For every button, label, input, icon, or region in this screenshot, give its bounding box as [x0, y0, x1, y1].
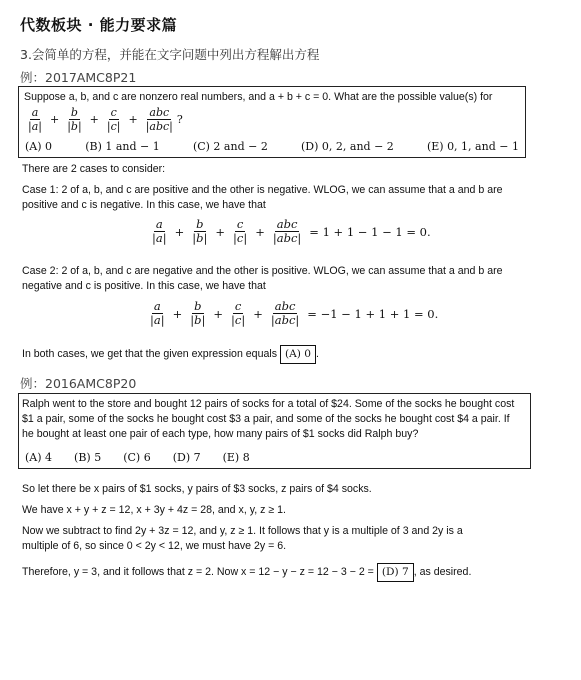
fraction: $\frac{a}{|a|}$ — [28, 106, 42, 133]
solution-line: There are 2 cases to consider: — [22, 163, 166, 175]
choice-e: (E) 8 — [222, 451, 250, 464]
answer-choices — [25, 451, 524, 464]
page-title: 代数板块 · 能力要求篇 — [20, 16, 178, 34]
solution-line: negative and c is positive. In this case, we have that — [22, 280, 266, 292]
solution-conclusion: In both cases, we get that the given expression equals (A) 0 . — [22, 345, 532, 364]
choice-b: (B) 1 and − 1 — [85, 140, 160, 153]
problem-text: he bought at least one pair of each type, how many pairs of $1 socks did Ralph buy? — [22, 428, 419, 440]
solution-line: positive and c is negative. In this case, we have that — [22, 199, 266, 211]
choice-a: (A) 0 — [25, 140, 53, 153]
answer-choices — [25, 140, 519, 153]
problem-text: $1 a pair, some of the socks he bought cost $3 a pair, and some of the socks he bought cost $4 a pair. If — [22, 413, 510, 425]
choice-b: (B) 5 — [74, 451, 102, 464]
answer-box: (A) 0 — [280, 345, 316, 364]
solution-conclusion: Therefore, y = 3, and it follows that z = 2. Now x = 12 − y − z = 12 − 3 − 2 = (D) 7 , as desired. — [22, 563, 532, 582]
fraction: $\frac{c}{|c|}$ — [106, 106, 121, 133]
problem-box — [18, 86, 526, 158]
solution-line: multiple of 6, so since 0 < 2y < 12, we must have 2y = 6. — [22, 540, 287, 552]
solution-line: Case 1: 2 of a, b, and c are positive and the other is negative. WLOG, we can assume that a and b are — [22, 184, 503, 196]
choice-d: (D) 7 — [172, 451, 201, 464]
equation-case-2: $\frac{a}{|a|}$ + $\frac{b}{|b|}$ + $\frac{c}{|c|}$ + $\frac{\text{abc}}{\text{|abc|}}$ = −1 − 1 + 1 + 1 = 0. — [150, 299, 439, 327]
problem-box — [18, 393, 531, 469]
example-label: 例：2016AMC8P20 — [20, 376, 137, 391]
choice-a: (A) 4 — [25, 451, 53, 464]
solution-line: So let there be x pairs of $1 socks, y pairs of $3 socks, z pairs of $4 socks. — [22, 483, 372, 495]
choice-c: (C) 2 and − 2 — [192, 140, 268, 153]
example-label: 例：2017AMC8P21 — [20, 70, 137, 85]
equation-case-1: $\frac{a}{|a|}$ + $\frac{b}{|b|}$ + $\frac{c}{|c|}$ + $\frac{\text{abc}}{\text{|abc|}}$ = 1 + 1 − 1 − 1 = 0. — [152, 217, 431, 245]
problem-text: Suppose a, b, and c are nonzero real numbers, and a + b + c = 0. What are the possible value(s) for — [24, 91, 493, 103]
choice-c: (C) 6 — [123, 451, 151, 464]
fraction: $\frac{\text{abc}}{\text{|abc|}}$ — [145, 106, 173, 133]
solution-line: We have x + y + z = 12, x + 3y + 4z = 28, and x, y, z ≥ 1. — [22, 504, 286, 516]
solution-line: Case 2: 2 of a, b, and c are negative and the other is positive. WLOG, we can assume that a and b are — [22, 265, 503, 277]
answer-box: (D) 7 — [377, 563, 414, 582]
problem-text: Ralph went to the store and bought 12 pairs of socks for a total of $24. Some of the socks he bought cost — [22, 398, 515, 410]
solution-line: Now we subtract to find 2y + 3z = 12, and y, z ≥ 1. It follows that y is a multiple of 3 and 2y is a — [22, 525, 463, 537]
fraction: $\frac{b}{|b|}$ — [67, 106, 82, 133]
section-subtitle: 3.会简单的方程，并能在文字问题中列出方程解出方程 — [20, 47, 320, 62]
problem-expression: $\frac{a}{|a|}$ + $\frac{b}{|b|}$ + $\frac{c}{|c|}$ + $\frac{\text{abc}}{\text{|abc|}}$ ? — [28, 106, 183, 133]
choice-d: (D) 0, 2, and − 2 — [301, 140, 394, 153]
choice-e: (E) 0, 1, and − 1 — [426, 140, 519, 153]
